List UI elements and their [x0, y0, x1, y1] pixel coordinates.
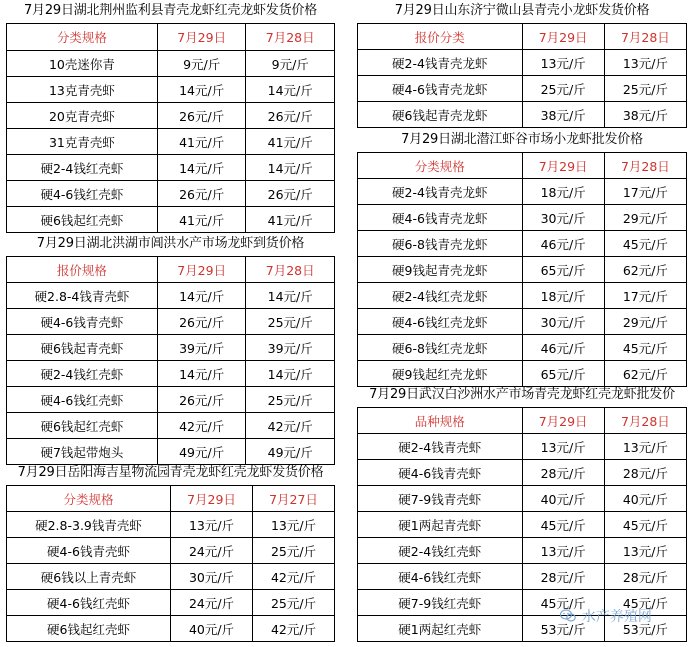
- table-row: [7, 439, 335, 465]
- cell-price: 46元/斤: [522, 335, 604, 361]
- cell-price: 13元/斤: [522, 50, 604, 76]
- cell-price: 14元/斤: [157, 283, 246, 309]
- cell-spec: 硬2.8-3.9钱青壳虾: [7, 512, 171, 538]
- price-panel-qianjiang: [357, 132, 687, 387]
- table-row: [7, 538, 335, 564]
- header-date-2: 7月28日: [604, 24, 686, 50]
- cell-price: 45元/斤: [604, 590, 686, 616]
- cell-price: 42元/斤: [253, 564, 335, 590]
- cell-price: 26元/斤: [246, 181, 335, 207]
- cell-price: 25元/斤: [246, 387, 335, 413]
- header-date-1: 7月29日: [157, 24, 246, 51]
- cell-price: 40元/斤: [522, 486, 604, 512]
- cell-price: 30元/斤: [171, 564, 253, 590]
- cell-price: 41元/斤: [246, 129, 335, 155]
- watermark-text: 水产养殖网: [581, 609, 652, 625]
- cell-price: 13元/斤: [604, 538, 686, 564]
- cell-price: 26元/斤: [246, 103, 335, 129]
- table-title: 7月29日岳阳海吉星物流园青壳龙虾红壳龙虾发货价格: [17, 465, 324, 480]
- cell-price: 25元/斤: [253, 590, 335, 616]
- table-row: [358, 205, 687, 231]
- price-table: [357, 23, 687, 128]
- cell-price: 28元/斤: [522, 564, 604, 590]
- cell-spec: 硬9钱起红壳龙虾: [358, 361, 523, 387]
- cell-price: 9元/斤: [157, 51, 246, 77]
- wechat-icon: [560, 610, 580, 624]
- cell-price: 14元/斤: [246, 361, 335, 387]
- cell-spec: 31克青壳虾: [7, 129, 158, 155]
- cell-spec: 硬6-8钱青壳龙虾: [358, 231, 523, 257]
- header-date-1: 7月29日: [171, 486, 253, 512]
- table-row: [358, 434, 687, 460]
- table-row: [7, 283, 335, 309]
- price-table: [6, 23, 335, 233]
- header-date-1: 7月29日: [522, 153, 604, 179]
- table-title: 7月29日山东济宁微山县青壳小龙虾发货价格: [394, 3, 650, 18]
- table-row: [358, 460, 687, 486]
- cell-spec: 硬6钱起红壳虾: [7, 413, 158, 439]
- cell-price: 46元/斤: [522, 231, 604, 257]
- cell-spec: 硬2-4钱青壳龙虾: [358, 50, 523, 76]
- cell-price: 17元/斤: [604, 283, 686, 309]
- header-date-1: 7月29日: [157, 257, 246, 283]
- table-header-row: [358, 153, 687, 179]
- cell-price: 25元/斤: [253, 538, 335, 564]
- header-date-2: 7月27日: [253, 486, 335, 512]
- table-row: [358, 102, 687, 128]
- cell-price: 14元/斤: [157, 361, 246, 387]
- table-row: [7, 155, 335, 181]
- cell-price: 41元/斤: [157, 129, 246, 155]
- table-header-row: [358, 24, 687, 50]
- cell-price: 26元/斤: [157, 309, 246, 335]
- watermark: [560, 606, 652, 626]
- cell-price: 28元/斤: [604, 460, 686, 486]
- table-header-row: [7, 257, 335, 283]
- cell-price: 42元/斤: [253, 616, 335, 642]
- cell-spec: 硬4-6钱红壳虾: [7, 590, 171, 616]
- price-panel-weishan: [357, 3, 687, 128]
- cell-spec: 硬6钱起红壳虾: [7, 207, 158, 233]
- cell-price: 40元/斤: [604, 486, 686, 512]
- cell-price: 24元/斤: [171, 538, 253, 564]
- cell-spec: 硬4-6钱红壳龙虾: [358, 309, 523, 335]
- cell-spec: 硬2-4钱青壳虾: [358, 434, 523, 460]
- cell-price: 65元/斤: [522, 361, 604, 387]
- cell-spec: 硬2-4钱红壳龙虾: [358, 283, 523, 309]
- table-row: [358, 231, 687, 257]
- cell-price: 13元/斤: [522, 538, 604, 564]
- table-title: 7月29日湖北潜江虾谷市场小龙虾批发价格: [401, 132, 643, 147]
- table-row: [358, 361, 687, 387]
- cell-spec: 硬2-4钱红壳虾: [7, 361, 158, 387]
- cell-price: 42元/斤: [157, 413, 246, 439]
- table-row: [7, 77, 335, 103]
- header-spec: 报价分类: [358, 24, 523, 50]
- table-row: [358, 50, 687, 76]
- cell-price: 26元/斤: [157, 103, 246, 129]
- cell-price: 53元/斤: [604, 616, 686, 642]
- cell-spec: 硬6钱起青壳虾: [7, 335, 158, 361]
- cell-price: 49元/斤: [157, 439, 246, 465]
- table-row: [7, 103, 335, 129]
- cell-price: 14元/斤: [246, 77, 335, 103]
- table-header-row: [358, 408, 687, 434]
- cell-spec: 硬4-6钱青壳虾: [7, 309, 158, 335]
- table-row: [7, 309, 335, 335]
- price-panel-jianli: [6, 3, 335, 233]
- cell-price: 13元/斤: [253, 512, 335, 538]
- price-table: [6, 485, 335, 642]
- cell-spec: 10壳迷你青: [7, 51, 158, 77]
- header-date-2: 7月28日: [604, 408, 686, 434]
- cell-price: 18元/斤: [522, 283, 604, 309]
- cell-price: 45元/斤: [522, 590, 604, 616]
- table-title: 7月29日湖北荆州监利县青壳龙虾红壳龙虾发货价格: [23, 3, 317, 18]
- table-row: [7, 207, 335, 233]
- cell-price: 38元/斤: [522, 102, 604, 128]
- table-row: [358, 335, 687, 361]
- header-date-2: 7月28日: [246, 257, 335, 283]
- cell-spec: 13克青壳虾: [7, 77, 158, 103]
- cell-price: 39元/斤: [157, 335, 246, 361]
- cell-price: 42元/斤: [246, 413, 335, 439]
- cell-spec: 硬2-4钱青壳龙虾: [358, 179, 523, 205]
- cell-price: 26元/斤: [157, 181, 246, 207]
- table-row: [7, 361, 335, 387]
- cell-spec: 硬4-6钱红壳虾: [358, 564, 523, 590]
- price-panel-yueyang: [6, 465, 335, 642]
- table-row: [358, 512, 687, 538]
- table-title: 7月29日湖北洪湖市阊洪水产市场龙虾到货价格: [36, 236, 305, 251]
- cell-price: 49元/斤: [246, 439, 335, 465]
- cell-price: 41元/斤: [246, 207, 335, 233]
- table-row: [7, 616, 335, 642]
- cell-price: 25元/斤: [522, 76, 604, 102]
- cell-spec: 20克青壳虾: [7, 103, 158, 129]
- cell-price: 18元/斤: [522, 179, 604, 205]
- cell-price: 29元/斤: [604, 309, 686, 335]
- cell-price: 26元/斤: [157, 387, 246, 413]
- cell-price: 30元/斤: [522, 309, 604, 335]
- header-spec: 分类规格: [358, 153, 523, 179]
- header-date-2: 7月28日: [604, 153, 686, 179]
- cell-spec: 硬9钱起青壳龙虾: [358, 257, 523, 283]
- cell-price: 13元/斤: [522, 434, 604, 460]
- cell-price: 62元/斤: [604, 361, 686, 387]
- cell-price: 25元/斤: [246, 309, 335, 335]
- cell-price: 13元/斤: [171, 512, 253, 538]
- cell-price: 24元/斤: [171, 590, 253, 616]
- cell-price: 13元/斤: [604, 434, 686, 460]
- table-row: [7, 564, 335, 590]
- cell-price: 41元/斤: [157, 207, 246, 233]
- cell-price: 14元/斤: [246, 155, 335, 181]
- cell-spec: 硬1两起红壳虾: [358, 616, 523, 642]
- cell-price: 9元/斤: [246, 51, 335, 77]
- table-row: [7, 129, 335, 155]
- cell-price: 40元/斤: [171, 616, 253, 642]
- cell-price: 30元/斤: [522, 205, 604, 231]
- table-row: [7, 181, 335, 207]
- table-row: [358, 76, 687, 102]
- cell-spec: 硬4-6钱青壳虾: [7, 538, 171, 564]
- cell-price: 13元/斤: [604, 50, 686, 76]
- cell-price: 45元/斤: [604, 231, 686, 257]
- cell-spec: 硬4-6钱青壳龙虾: [358, 205, 523, 231]
- price-panel-honghu: [6, 236, 335, 465]
- table-header-row: [7, 24, 335, 51]
- cell-price: 45元/斤: [522, 512, 604, 538]
- cell-price: 28元/斤: [522, 460, 604, 486]
- table-row: [7, 51, 335, 77]
- cell-price: 14元/斤: [246, 283, 335, 309]
- cell-price: 39元/斤: [246, 335, 335, 361]
- cell-spec: 硬4-6钱青壳虾: [358, 460, 523, 486]
- cell-price: 45元/斤: [604, 512, 686, 538]
- price-table: [6, 256, 335, 465]
- cell-spec: 硬6-8钱红壳龙虾: [358, 335, 523, 361]
- cell-spec: 硬6钱以上青壳虾: [7, 564, 171, 590]
- header-spec: 分类规格: [7, 486, 171, 512]
- cell-price: 65元/斤: [522, 257, 604, 283]
- price-table: [357, 152, 687, 387]
- cell-price: 25元/斤: [604, 76, 686, 102]
- price-panel-baishazhou: [357, 387, 687, 642]
- table-row: [358, 564, 687, 590]
- cell-price: 14元/斤: [157, 155, 246, 181]
- header-date-2: 7月28日: [246, 24, 335, 51]
- cell-spec: 硬6钱起青壳龙虾: [358, 102, 523, 128]
- header-spec: 报价规格: [7, 257, 158, 283]
- cell-spec: 硬4-6钱红壳虾: [7, 387, 158, 413]
- cell-spec: 硬4-6钱青壳龙虾: [358, 76, 523, 102]
- table-title: 7月29日武汉白沙洲水产市场青壳龙虾红壳龙虾批发价: [369, 387, 675, 402]
- header-date-1: 7月29日: [522, 24, 604, 50]
- cell-spec: 硬7-9钱红壳虾: [358, 590, 523, 616]
- cell-spec: 硬7-9钱青壳虾: [358, 486, 523, 512]
- table-header-row: [7, 486, 335, 512]
- cell-spec: 硬7钱起带炮头: [7, 439, 158, 465]
- cell-spec: 硬6钱起红壳虾: [7, 616, 171, 642]
- table-row: [358, 283, 687, 309]
- table-row: [358, 179, 687, 205]
- cell-spec: 硬1两起青壳虾: [358, 512, 523, 538]
- header-date-1: 7月29日: [522, 408, 604, 434]
- cell-price: 53元/斤: [522, 616, 604, 642]
- cell-spec: 硬4-6钱红壳虾: [7, 181, 158, 207]
- cell-spec: 硬2.8-4钱青壳虾: [7, 283, 158, 309]
- header-spec: 品种规格: [358, 408, 523, 434]
- cell-price: 45元/斤: [604, 335, 686, 361]
- table-row: [7, 590, 335, 616]
- cell-price: 17元/斤: [604, 179, 686, 205]
- cell-price: 29元/斤: [604, 205, 686, 231]
- table-row: [7, 387, 335, 413]
- cell-spec: 硬2-4钱红壳虾: [358, 538, 523, 564]
- table-row: [7, 335, 335, 361]
- cell-price: 38元/斤: [604, 102, 686, 128]
- cell-spec: 硬2-4钱红壳虾: [7, 155, 158, 181]
- table-row: [358, 309, 687, 335]
- table-row: [358, 538, 687, 564]
- table-row: [358, 257, 687, 283]
- cell-price: 14元/斤: [157, 77, 246, 103]
- cell-price: 28元/斤: [604, 564, 686, 590]
- table-row: [358, 486, 687, 512]
- header-spec: 分类规格: [7, 24, 158, 51]
- table-row: [7, 512, 335, 538]
- table-row: [7, 413, 335, 439]
- cell-price: 62元/斤: [604, 257, 686, 283]
